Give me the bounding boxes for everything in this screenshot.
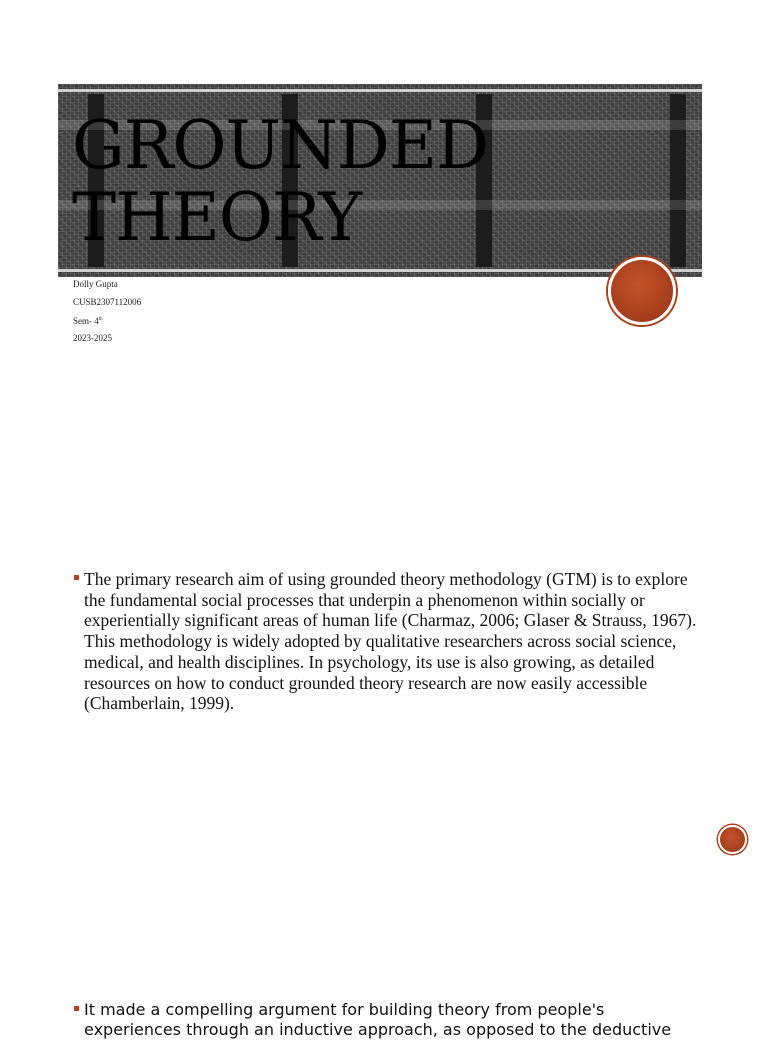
decorative-circle-icon [608,257,676,325]
body-paragraph: The primary research aim of using grounded theory methodology (GTM) is to explore the fundamental social processes that underpin a phenomenon within socially or experientially significant areas of human life (Charmaz, 2006; Glaser & Strauss, 1967). This methodology is widely adopted by qualitative researchers across social science, medical, and health disciplines. In psychology, its use is also growing, as detailed resources on how to conduct grounded theory research are now easily accessible (Chamberlain, 1999). [84,569,697,714]
decorative-circle-icon [718,825,747,854]
semester-text: Sem- 4 [73,316,99,326]
title-line-1: GROUNDED [72,107,488,184]
body-paragraph-2: It made a compelling argument for building theory from people's experiences through an inductive approach, as opposed to the deductive [84,1000,672,1039]
author-name: Dolly Gupta [73,279,118,289]
banner-bottom-rule [58,269,702,272]
author-info [73,278,141,350]
bullet-square-icon [74,575,79,580]
bullet-square-icon [74,1006,79,1011]
title-line-2: THEORY [72,179,362,256]
banner-top-rule [58,89,702,92]
semester-suffix: th [98,317,103,322]
semester [73,314,141,332]
roll-number: CUSB2307112006 [73,297,142,307]
slide-title [72,107,488,256]
session-years: 2023-2025 [73,333,112,343]
